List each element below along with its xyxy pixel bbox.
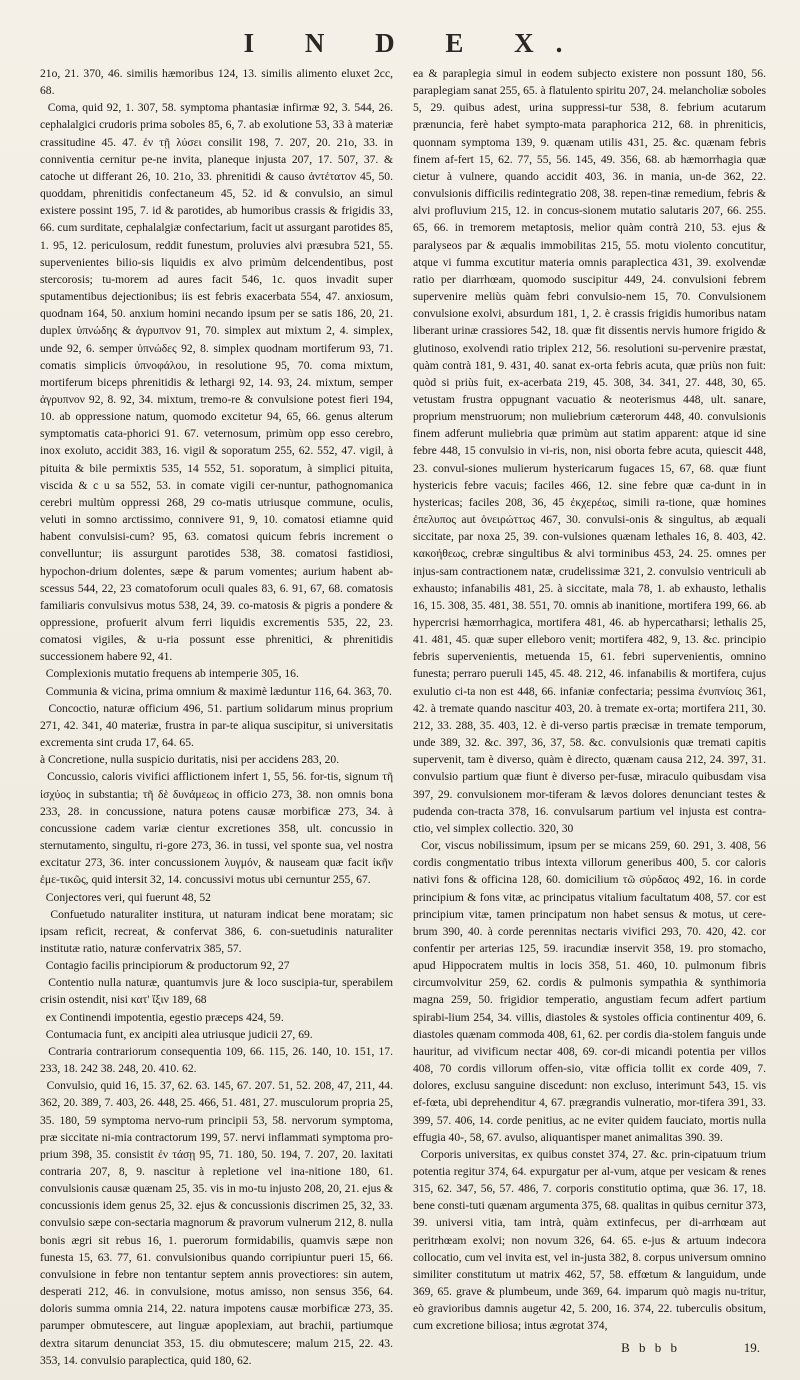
index-heading: I N D E X. [243, 28, 585, 58]
signature-mark: B b b b [621, 1340, 680, 1355]
folio-number: 19. [743, 1340, 760, 1355]
right-column-text: ea & paraplegia simul in eodem subjecto existere non possunt 180, 56. paraplegiam sanat 255, 65. à flatulento spiritu 207, 24. melancholiæ soboles 5, 29. quibus adest, urina suppressi-tur 538, 8. febrium acutarum prænuncia, ferè habet sympto-mata paraphorica 212, 68. in phreniticis, quonnam symptoma 139, 9. quænam utilis 431, 25. &c. quænam febris finem af-fert 15, 62. 77, 55, 56. 145, 49. 356, 68. ab hæmorrhagia quæ cietur à vulnere, quando accidit 403, 36. in mania, un-de 362, 22. convulsionis difficilis redintegratio 208, 38. repen-tinæ remedium, febris & alvi profluvium 215, 12. in concus-sionem mutatio salutaris 207, 66. 255. 65, 66. in tremorem metaptosis, melior quàm contrà 210, 53. ejus & paralyseos par & æqualis immobilitas 215, 55. motu violento concutitur, atque vi fumma excutitur materia omnis paraplectica 431, 39. exolvendæ ratio per diarrhœam, quomodo suscipitur 449, 24. convulsioni febrem supervenire meliùs quàm febri convulsio-nem 15, 70. Convulsionem convulsione exolvi, absurdum 181, 1, 2. è crassis frigidis humoribus natam liberant urinæ crassiores 542, 18. quæ fit dissentis nervis humore frigido & glutinoso, exolvendi ratio triplex 212, 56. resolutioni su-pervenire præstat, quàm contrà 181, 9. 431, 40. sanat ex-orta febris acuta, quæ priùs non fuit: quòd si priùs fuit, ex-acerbata 219, 45. 308, 34. 341, 27. 448, 30, 65. vetustam frustra oppugnant vacuatio & neoterismus 448, ult. sanare, proprium menstruorum; non muliebrium cæterorum 448, 40. convulsionis finem adferunt muliebria quæ primùm aut statim apparent: atque id sine febre 448, 15 convulsio in vi-ris, non, nisi oborta febre acuta, quiescit 448, 23. convul-siones mulierum hystericarum fugaces 15, 67, 68. quæ fiunt hystericis febre vacuis; faciles 466, 12. sine febre quæ ca-dunt in in hystericas; faciles 208, 36, 45 ἐκχερέως, simili ra-tione, quæ homines ἐπελυπος aut ὀνειρώττως 467, 30. convulsi-onis & singultus, ab æquali siccitate, par noxa 25, 39. con-vulsiones quænam lethales 16, 8. 403, 42. κακοήθεως, crebræ singultibus & alvi torminibus 453, 24. 25. omnes per injus-sam contractionem natæ, crudelissimæ 321, 2. convulsio ventriculi ab exhausto; infanabilis 481, 25. à siccitate, mala 78, 1. ab exhausto, lethalis 16, 15. 308, 35. 481, 38. 551, 70. omnis ab inanitione, mortifera 199, 66. ab hypercrisi hæmorrhagica, mortifera 481, 46. ab hypercatharsi; lethalis 25, 41. 481, 45. quæ super elleboro venit; mortifera 482, 9, 13. &c. principio febris supervenientis, metuenda 15, 61. febri supervenientis, omnino funesta; perraro pueruli 145, 45. 48. 212, 46. infanabilis & mortifera, cujus exulutio ci-ta non est 448, 66. infaniæ confectaria; pessima ἐνυπνίοις 361, 42. à tremate quando nascitur 403, 20. à tremate ex-orta; mortifera 211, 30. 212, 33. 288, 35. 403, 12. è di-verso partis præcisæ in tremate temporum, unde 389, 32. &c. 397, 36, 37, 58. &c. convulsionis quæ tremati capitis supervenit, tam è diverso, quàm è directo, quænam causa 212, 24. 397, 31. convulsio partium quæ fiunt è diverso per-fusæ, miraculo quibusdam visa 397, 29. convulsionem mor-tiferam & lævos dolores denunciant testes & pudenda con-tracta 378, 16. convulsarum partium vel injusta est contra-ctio, vel simplex collectio. 320, 30 Cor, viscus nobilissimum, ipsum per se micans 259, 60. 291, 3. 408, 56 cordis congmentatio tribus intexta villorum generibus 400, 5. cor caloris nativi fons & officina 128, 60. domicilium τῶ σύρδαος 492, 16. in corde principium & fons vitæ, ac principatus vitalium facultatum 408, 57. cor est principium vitæ, tamen principatum non habet sensus & motus, ut cere-brum 390, 40. à corde perennitas nectaris vivifici 293, 70. 420, 42. cor confentir per arterias 125, 59. iracundiæ inservit 358, 19. pro stomacho, apud Hippocratem multis in locis 358, 51. 460, 10. pulmonum fibris circumvolvitur 259, 62. cordis & pulmonis sympathia & synthimoria magna 259, 50. frigidior temperatio, angustiam fecum adfert partium spirabi-lium 254, 34. villis, diastoles & systoles officia continentur 409, 6. diastoles quænam commoda 408, 61, 62. per cordis dia-stolem fanguis unde hauritur, ad vivificum nectar 408, 69. cor-di micandi potentia per villos 408, 70 cordis villorum offen-sio, vitæ officia tollit ex corde 409, 7. dolores, exclusu sanguine discedunt: non excluso, interimunt 543, 15. vis ef-fœta, ubi deprehenditur 4, 67. prægrandis vulneratio, mor-tifera 391, 33. 399, 57. 406, 14. corde penitius, ac ne eviter quidem fauciato, mortis nulla effugia 40-, 58, 67. avulso, aliquantisper manet animalitas 390. 39. Corporis universitas, ex quibus constet 374, 27. &c. prin-cipatuum trium potentia regitur 374, 64. expurgatur per al-vum, atque per vesicam & renes 315, 62. 347, 56, 57. 486, 7. corporis constitutio optima, quæ 36. 17, 18. bene consti-tuti quænam argumenta 375, 68. qualitas in quibus cernitur 373, 39. universi vitia, tam intrà, quàm extinfecus, per di-arrhœam aut peritrhœam exolvi; non novum 326, 64. 65. e-jus & artuum indecora collocatio, cum vel invita est, vel in-justa 382, 8. corpus universum omnino similiter constitutum ut matrix 462, 57, 58. effœtum & languidum, unde 369, 65. grave & plumbeum, unde 369, 64. imparum quò magis nu-tritur, eò gravioribus damnis augetur 42, 5. 200, 16. 374, 22. tuberculis obsitum, cum excretione biliosa; intus ægrotat 374, [413, 67, 767, 1333]
left-column-text: 21o, 21. 370, 46. similis hæmoribus 124, 13. similis alimento eluxet 2cc, 68. Coma, quid 92, 1. 307, 58. symptoma phantasiæ infirmæ 92, 3. 544, 26. cephalalgici crudoris prima soboles 85, 6, 7. ab exolutione 53, 33 à materiæ crassitudine 45. 47. ἐν τῇ λύσει consilit 198, 7. 207, 20. 21o, 33. in conniventia cernitur pe-ne invita, planeque injusta 207, 17. 507, 37. & catoche ut differant 26, 10. 21o, 33. phrenitidi & causo ἀντέτατον 45, 50. quoddam, phrenitidis confectaneum 45, 52. id & convulsio, an simul existere possint 195, 7. id & parotides, ab humoribus crassis & frigidis 33, 66. cum surditate, cephalalgiæ confectarium, facit ut assurgant parotides 85, 1. 95, 12. periculosum, reddit funestum, proluvies alvi præsubra 521, 55. supervenientes bilio-sis liquidis ex alvo primùm delcendentibus, post stercorosis; tu-morem ad aures facit 546, 1c. quos invadit super sputamentibus dejectionibus; iis est febris exacerbata 554, 47. anxiosum, quodnam 164, 50. anxium homini necando ipsum per se satis 186, 20, 21. duplex ὑπνώδης & ἀγρυπνον 91, 70. simplex aut mixtum 2, 4. simplex, unde 92, 6. semper ὑπνώδες 92, 8. simplex quodnam mortiferum 93, 71. comatis simplicis ὑπνοφάλου, in resolutione 95, 70. coma mixtum, mortiferum biceps phrenitidis & lethargi 92, 14. 93, 24. mixtum, semper ἀγρυπνον 92, 8. 92, 34. mixtum, tremo-re & convulsione potest fieri 194, 10. ab oppressione natum, quomodo excitetur 94, 65, 66. genus alterum symptomatis cata-phorici 91. 67. veternosum, primùm opp esso cerebro, inox exoluto, accidit 383, 16. vigil & soporatum 255, 62. 552, 47. vigil, à pituita & bile permixtis 535, 14 552, 51. soporatum, à simplici pituita, viscida & c u sa 552, 53. in comate vigili cer-nuntur, pathognomanica cerebri multùm oppressi 268, 29 co-matis utriusque commune, oculis, veluti in somno arctissimo, connivere 91, 9, 10. comatosi etiamne quid habent convulsisi-cum? 95, 63. comatosi quicum febris increment o convelluntur; iis assurgunt parotides 538, 38. comatosi fastidiosi, hypochon-drium dolentes, sæpe & parum vomentes; aurium habent ab-scessus 544, 22, 23 comatoforum oculi quales 83, 6. 91, 67, 68. comatosis familiaris convulsivus motus 538, 24, 39. co-matosis & pigris a pondere & oppressione, profuerit alvum ferri liquidis excrementis 535, 22, 23. comatosi vigiles, & u-ria possunt esse phrenitici, & phrenitidis successionem habere 92, 41. Complexionis mutatio frequens ab intemperie 305, 16. Communia & vicina, prima omnium & maximè læduntur 116, 64. 363, 70. Concoctio, naturæ officium 496, 51. partium solidarum minus proprium 271, 42. 341, 40 materiæ, frustra in par-te aliqua suscipitur, si universitatis excrementa sint cruda 17, 64. 65. à Concretione, nulla suspicio duritatis, nisi per accidens 283, 20. Concussio, caloris vivifici afflictionem infert 1, 55, 56. for-tis, signum τῆ ἰσχύος in substantia; τῆ δὲ δυνάμεως in officio 273, 38. non omnis bona 233, 28. in concussione, natura potens causæ morbificæ 273, 34. à concussione cadem variæ cientur excretiones 358, ult. concussio in sternutamento, singultu, ri-gore 273, 36. in tussi, vel sponte sua, vel nostra excitatur 273, 36. inter concussionem λυγμόν, & nauseam quæ facit ἰκῆν ἐμε-τικῶς, quid intersit 32, 14. concussivi motus ubi cernuntur 255, 67. Conjectores veri, qui fuerunt 48, 52 Confuetudo naturaliter institura, ut naturam indicat bene moratam; sic ipsam reficit, recreat, & confervat 386, 6. con-suetudinis naturaliter institutæ ratio, naturæ confervatrix 385, 57. Contagio facilis principiorum & productorum 92, 27 Contentio nulla naturæ, quantumvis jure & loco suscipia-tur, sperabilem crisin ostendit, nisi κατ' ἴξιν 189, 68 ex Continendi impotentia, egestio præceps 424, 59. Contumacia funt, ex ancipiti alea utriusque judicii 27, 69. Contraria contrariorum consequentia 109, 66. 115, 26. 140, 10. 151, 17. 233, 18. 242 38. 248, 20. 410. 62. Convulsio, quid 16, 15. 37, 62. 63. 145, 67. 207. 51, 52. 208, 47, 211, 44. 362, 20. 389, 7. 403, 26. 448, 25. 466, 51. 481, 27. musculorum propria 25, 35. 180, 59 symptoma nervo-rum principii 53, 58. nervorum symptoma, præ siccitate ni-mia contractorum 199, 57. nervi inflammati symptoma pro-prium 398, 35. consistit ἐν τάσῃ 95, 71. 180, 50. 194, 7. 207, 20. laxitati contraria 207, 8, 9. nascitur à repletione vel ina-nitione 180, 61. convulsionis causæ quænam 25, 35. vis in mo-tu injusto 208, 20, 21. ejus & concussionis idem genus 25, 32. ejus & concussionis discrimen 25, 32, 33. convulsio sæpe con-sectaria magnorum & pravorum vulnerum 212, 8. nulla bonis ægri sit rebus 16, 1. puerorum formidabilis, quamvis sæpe non funesta 15, 63. 77, 61. convulsionibus quando corripiuntur pueri 15, 66. convulsione in febre non tentantur septem annis provectiores: sin autem, desperati 212, 46. in convulsione, motus amisso, non sensus 356, 64. doloris summa omnia 214, 22. natura impotens causæ morbificæ 273, 35. parumper obmutescere, aut linguæ apoplexiam, aut brachii, partiumque dextra sitarum denunciat 353, 15. diu obmutescere; malum 215, 22. 43. 353, 14. convulsio paraplectica, quid 180, 62. [40, 67, 394, 1367]
